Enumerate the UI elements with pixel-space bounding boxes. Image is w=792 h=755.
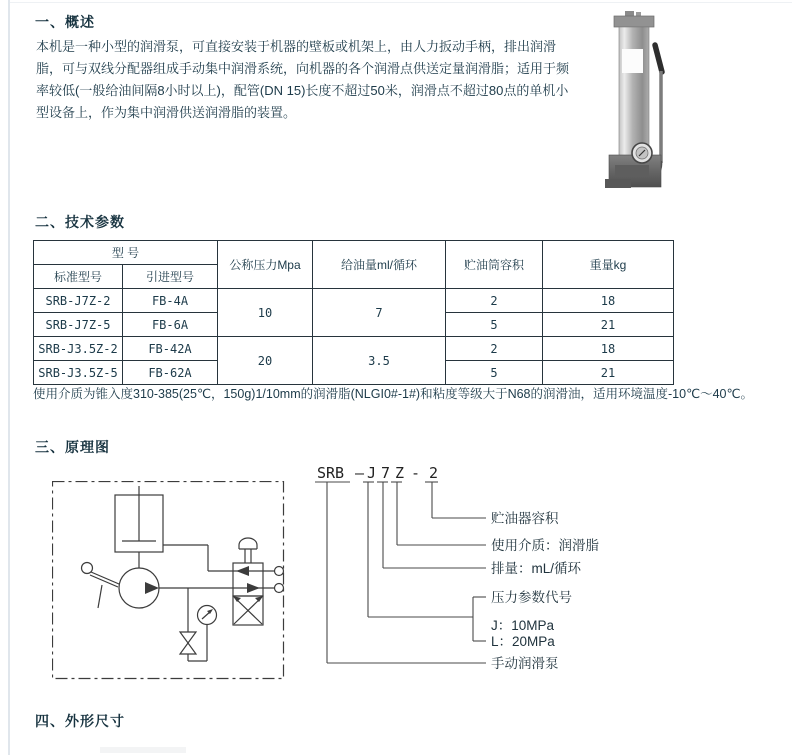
pump-symbol xyxy=(119,568,159,608)
cell-imported-model: FB-4A xyxy=(123,289,218,313)
code-part-7: 7 xyxy=(381,464,391,482)
parameters-table xyxy=(33,240,674,385)
table-header-row-1 xyxy=(34,241,674,265)
parameters-heading: 二、技术参数 xyxy=(35,214,125,230)
directional-valve-symbol xyxy=(233,563,263,625)
label-manual-pump: 手动润滑泵 xyxy=(491,656,559,671)
label-pressure-code: 压力参数代号 xyxy=(491,590,572,605)
header-model-group: 型 号 xyxy=(34,241,218,265)
page-left-edge-line xyxy=(8,0,10,755)
cell-imported-model: FB-42A xyxy=(123,337,218,361)
model-code-title xyxy=(317,464,438,482)
pump-label-sticker xyxy=(622,49,643,73)
code-part-j: J xyxy=(367,464,377,482)
cell-weight: 21 xyxy=(543,361,674,385)
cell-oil: 7 xyxy=(313,289,446,337)
cell-standard-model: SRB-J7Z-5 xyxy=(34,313,123,337)
label-l-option: L：20MPa xyxy=(491,634,555,649)
model-code-labels xyxy=(491,510,599,671)
cell-weight: 18 xyxy=(543,337,674,361)
cell-reservoir: 5 xyxy=(446,313,543,337)
shutoff-valve-symbol xyxy=(180,632,196,654)
header-pressure: 公称压力Mpa xyxy=(218,241,313,289)
overview-heading: 一、概述 xyxy=(35,14,95,30)
header-weight: 重量kg xyxy=(543,241,674,289)
principle-heading: 三、原理图 xyxy=(35,439,110,455)
table-row xyxy=(34,337,674,361)
cell-oil: 3.5 xyxy=(313,337,446,385)
principle-schematic xyxy=(52,481,292,681)
cell-standard-model: SRB-J3.5Z-2 xyxy=(34,337,123,361)
header-standard-model: 标准型号 xyxy=(34,265,123,289)
code-part-2: 2 xyxy=(429,464,439,482)
medium-note: 使用介质为锥入度310-385(25℃，150g)1/10mm的润滑脂(NLGI0#-1#)和粘度等级大于N68的润滑油，适用环境温度-10℃～40℃。 xyxy=(33,387,754,401)
label-displacement: 排量：mL/循环 xyxy=(491,561,582,576)
code-part-dash1: – xyxy=(355,464,365,482)
cell-reservoir: 5 xyxy=(446,361,543,385)
push-button-symbol xyxy=(239,538,257,563)
cell-pressure: 20 xyxy=(218,337,313,385)
dimensions-heading: 四、外形尺寸 xyxy=(35,713,125,729)
cell-weight: 18 xyxy=(543,289,674,313)
overview-line-4: 型设备上，作为集中润滑供送润滑脂的装置。 xyxy=(36,105,297,120)
pump-reservoir-cylinder xyxy=(614,11,654,157)
cell-imported-model: FB-62A xyxy=(123,361,218,385)
hand-lever-symbol xyxy=(82,563,120,609)
header-imported-model: 引进型号 xyxy=(123,265,218,289)
overview-paragraph xyxy=(36,36,594,124)
gauge-symbol xyxy=(198,606,217,625)
code-part-srb: SRB xyxy=(317,464,345,482)
cell-standard-model: SRB-J3.5Z-5 xyxy=(34,361,123,385)
overview-line-2: 脂，可与双线分配器组成手动集中润滑系统，向机器的各个润滑点供送定量润滑脂；适用于频 xyxy=(36,61,570,76)
overview-line-1: 本机是一种小型的润滑泵，可直接安装于机器的壁板或机架上，由人力扳动手柄，排出润滑 xyxy=(36,39,557,54)
cell-imported-model: FB-6A xyxy=(123,313,218,337)
system-boundary-box xyxy=(53,482,284,679)
cell-reservoir: 2 xyxy=(446,289,543,313)
cell-standard-model: SRB-J7Z-2 xyxy=(34,289,123,313)
pump-base-block xyxy=(605,155,661,188)
outlet-port-top xyxy=(275,567,284,576)
cell-pressure: 10 xyxy=(218,289,313,337)
page-top-edge-line xyxy=(10,2,792,3)
label-reservoir-capacity: 贮油器容积 xyxy=(491,511,559,526)
header-oil: 给油量ml/循环 xyxy=(313,241,446,289)
model-code-leader-lines xyxy=(315,482,486,663)
code-part-dash2: - xyxy=(411,464,421,482)
table-row xyxy=(34,289,674,313)
header-reservoir: 贮油筒容积 xyxy=(446,241,543,289)
code-part-z: Z xyxy=(395,464,405,482)
cell-weight: 21 xyxy=(543,313,674,337)
cropped-figure-artifact xyxy=(100,747,186,753)
overview-line-3: 率较低(一般给油间隔8小时以上)，配管(DN 15)长度不超过50米，润滑点不超过80点的单机小 xyxy=(36,83,569,98)
label-medium: 使用介质：润滑脂 xyxy=(491,538,599,553)
pump-pressure-gauge xyxy=(632,143,652,163)
reservoir-symbol xyxy=(115,486,163,552)
pump-photo xyxy=(595,5,755,195)
label-j-option: J：10MPa xyxy=(491,618,555,633)
outlet-port-bottom xyxy=(275,584,284,593)
cell-reservoir: 2 xyxy=(446,337,543,361)
model-code-diagram xyxy=(310,455,710,705)
